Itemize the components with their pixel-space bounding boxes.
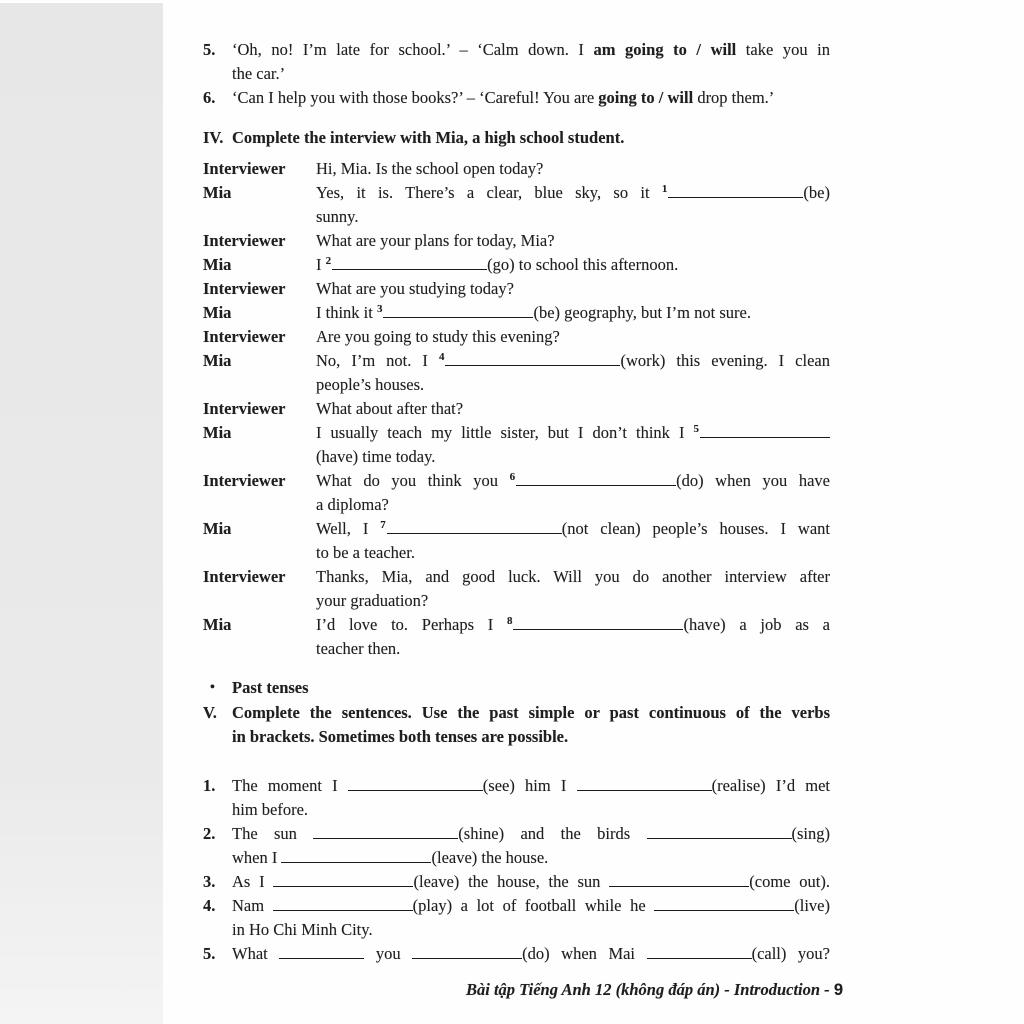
answer-blank [273, 872, 413, 887]
text-line: your graduation? [316, 591, 429, 610]
dialogue-text [316, 277, 830, 301]
text-line: What are your plans for today, Mia? [316, 231, 555, 250]
bold-option-text: going to / will [598, 88, 694, 107]
exercise-4-heading [203, 126, 843, 150]
text-line: Well, I $^7$ (not clean) people’s houses. I want [316, 518, 830, 538]
dialogue-row [203, 421, 843, 469]
dialogue-speaker: Mia [203, 423, 232, 442]
text-line: in Ho Chi Minh City. [232, 920, 373, 939]
text-line: the car.’ [232, 64, 286, 83]
answer-blank [577, 776, 712, 791]
past-tenses-label: Past tenses [232, 678, 309, 697]
text-line: What you (do) when Mai (call) you? [232, 944, 831, 963]
dialogue-text [316, 469, 830, 517]
bullet-icon: • [210, 680, 215, 695]
dialogue-speaker: Mia [203, 615, 232, 634]
text-line: What about after that? [316, 399, 464, 418]
dialogue-row [203, 613, 843, 661]
exercise-5-item-text [232, 942, 830, 966]
dialogue-text [316, 421, 830, 469]
dialogue-speaker: Mia [203, 519, 232, 538]
exercise-5-title [232, 701, 830, 749]
exercise-3-item-text [232, 86, 830, 110]
page-content [203, 38, 843, 1002]
exercise-5-item [203, 942, 843, 966]
exercise-3-item-number: 5. [203, 40, 216, 59]
dialogue-row [203, 301, 843, 325]
exercise-5-item-text [232, 822, 830, 870]
past-tenses-section-header [203, 676, 843, 700]
interview-dialogue [203, 157, 843, 661]
text-line: I usually teach my little sister, but I don’t think I $^5$ [316, 421, 830, 445]
answer-blank [313, 824, 458, 839]
blank-number: 8 [506, 614, 513, 627]
footer-page-number: 9 [833, 981, 843, 999]
exercise-5-items [203, 774, 843, 966]
blank-number: 5 [693, 422, 699, 435]
dialogue-row [203, 325, 843, 349]
text-line: The sun (shine) and the birds (sing) [232, 824, 830, 843]
dialogue-row [203, 277, 843, 301]
text-line: No, I’m not. I $^4$ (work) this evening. I clean [316, 350, 830, 370]
dialogue-text [316, 229, 830, 253]
exercise-4-title: Complete the interview with Mia, a high school student. [232, 128, 625, 147]
text-line: sunny. [316, 207, 359, 226]
exercise-5-heading [203, 701, 843, 749]
dialogue-speaker: Interviewer [203, 327, 286, 346]
answer-blank [273, 896, 413, 911]
page-edge-shadow [0, 3, 163, 1024]
exercise-3-items [203, 38, 843, 110]
dialogue-row [203, 229, 843, 253]
text-line: Thanks, Mia, and good luck. Will you do another interview after [316, 567, 830, 586]
text-line: people’s houses. [316, 375, 425, 394]
dialogue-row [203, 253, 843, 277]
text-line: Complete the sentences. Use the past simple or past continuous of the verbs [232, 703, 830, 722]
exercise-5-item-number: 1. [203, 776, 216, 795]
blank-number: 1 [661, 182, 668, 195]
dialogue-row [203, 349, 843, 397]
text-line: What are you studying today? [316, 279, 514, 298]
text-line: I $^2$ (go) to school this afternoon. [316, 254, 679, 274]
dialogue-row [203, 469, 843, 517]
dialogue-speaker: Mia [203, 255, 232, 274]
answer-blank [412, 944, 522, 959]
answer-blank [700, 423, 830, 438]
dialogue-text [316, 181, 830, 229]
text-line: ‘Oh, no! I’m late for school.’ – ‘Calm down. I am going to / will take you in [232, 40, 830, 59]
exercise-5-number: V. [203, 703, 217, 722]
exercise-5-item [203, 822, 843, 870]
bold-option-text: am going to / will [593, 40, 737, 59]
dialogue-speaker: Interviewer [203, 399, 286, 418]
answer-blank [516, 471, 676, 486]
exercise-5-item-number: 3. [203, 872, 216, 891]
answer-blank [654, 896, 794, 911]
text-line: ‘Can I help you with those books?’ – ‘Careful! You are going to / will drop them.’ [232, 88, 775, 107]
dialogue-row [203, 181, 843, 229]
answer-blank [513, 615, 683, 630]
blank-number: 3 [376, 302, 383, 315]
exercise-5-item-number: 4. [203, 896, 216, 915]
answer-blank [279, 944, 364, 959]
dialogue-text [316, 397, 830, 421]
text-line: in brackets. Sometimes both tenses are possible. [232, 727, 569, 746]
answer-blank [332, 255, 487, 270]
answer-blank [348, 776, 483, 791]
dialogue-speaker: Interviewer [203, 159, 286, 178]
dialogue-speaker: Interviewer [203, 279, 286, 298]
dialogue-text [316, 349, 830, 397]
dialogue-speaker: Interviewer [203, 567, 286, 586]
answer-blank [387, 519, 562, 534]
exercise-5-item-text [232, 870, 830, 894]
text-line: I think it $^3$ (be) geography, but I’m not sure. [316, 302, 751, 322]
text-line: teacher then. [316, 639, 401, 658]
text-line: What do you think you $^6$ (do) when you have [316, 470, 830, 490]
answer-blank [281, 848, 431, 863]
text-line: him before. [232, 800, 309, 819]
dialogue-row [203, 517, 843, 565]
dialogue-speaker: Mia [203, 303, 232, 322]
blank-number: 2 [325, 254, 332, 267]
answer-blank [668, 183, 803, 198]
footer-title: Bài tập Tiếng Anh 12 (không đáp án) - Introduction - [466, 980, 834, 999]
dialogue-text [316, 253, 830, 277]
blank-number: 4 [438, 350, 445, 363]
answer-blank [383, 303, 533, 318]
text-line: (have) time today. [316, 447, 436, 466]
exercise-5-item-text [232, 774, 830, 822]
answer-blank [647, 944, 752, 959]
page-footer [203, 978, 843, 1002]
exercise-5-item [203, 870, 843, 894]
dialogue-row [203, 565, 843, 613]
exercise-5-item-number: 2. [203, 824, 216, 843]
blank-number: 6 [509, 470, 516, 483]
dialogue-text [316, 157, 830, 181]
text-line: a diploma? [316, 495, 389, 514]
text-line: to be a teacher. [316, 543, 415, 562]
text-line: Nam (play) a lot of football while he (live) [232, 896, 830, 915]
answer-blank [445, 351, 620, 366]
dialogue-text [316, 301, 830, 325]
text-line: As I (leave) the house, the sun (come out). [232, 872, 830, 891]
exercise-3-item-text [232, 38, 830, 86]
dialogue-text [316, 613, 830, 661]
dialogue-text [316, 565, 830, 613]
exercise-5-item-text [232, 894, 830, 942]
dialogue-speaker: Interviewer [203, 471, 286, 490]
text-line: Are you going to study this evening? [316, 327, 560, 346]
dialogue-row [203, 157, 843, 181]
dialogue-text [316, 517, 830, 565]
text-line: Yes, it is. There’s a clear, blue sky, so it $^1$ (be) [316, 182, 830, 202]
answer-blank [609, 872, 749, 887]
exercise-3-item [203, 86, 843, 110]
exercise-3-item [203, 38, 843, 86]
dialogue-speaker: Interviewer [203, 231, 286, 250]
text-line: I’d love to. Perhaps I $^8$ (have) a job as a [316, 614, 830, 634]
exercise-5-item [203, 894, 843, 942]
blank-number: 7 [380, 518, 386, 531]
exercise-5-item [203, 774, 843, 822]
dialogue-speaker: Mia [203, 351, 232, 370]
answer-blank [647, 824, 792, 839]
text-line: The moment I (see) him I (realise) I’d met [232, 776, 830, 795]
exercise-4-number: IV. [203, 128, 224, 147]
dialogue-text [316, 325, 830, 349]
exercise-3-item-number: 6. [203, 88, 216, 107]
exercise-5-item-number: 5. [203, 944, 216, 963]
text-line: when I (leave) the house. [232, 848, 549, 867]
dialogue-speaker: Mia [203, 183, 232, 202]
text-line: Hi, Mia. Is the school open today? [316, 159, 544, 178]
dialogue-row [203, 397, 843, 421]
